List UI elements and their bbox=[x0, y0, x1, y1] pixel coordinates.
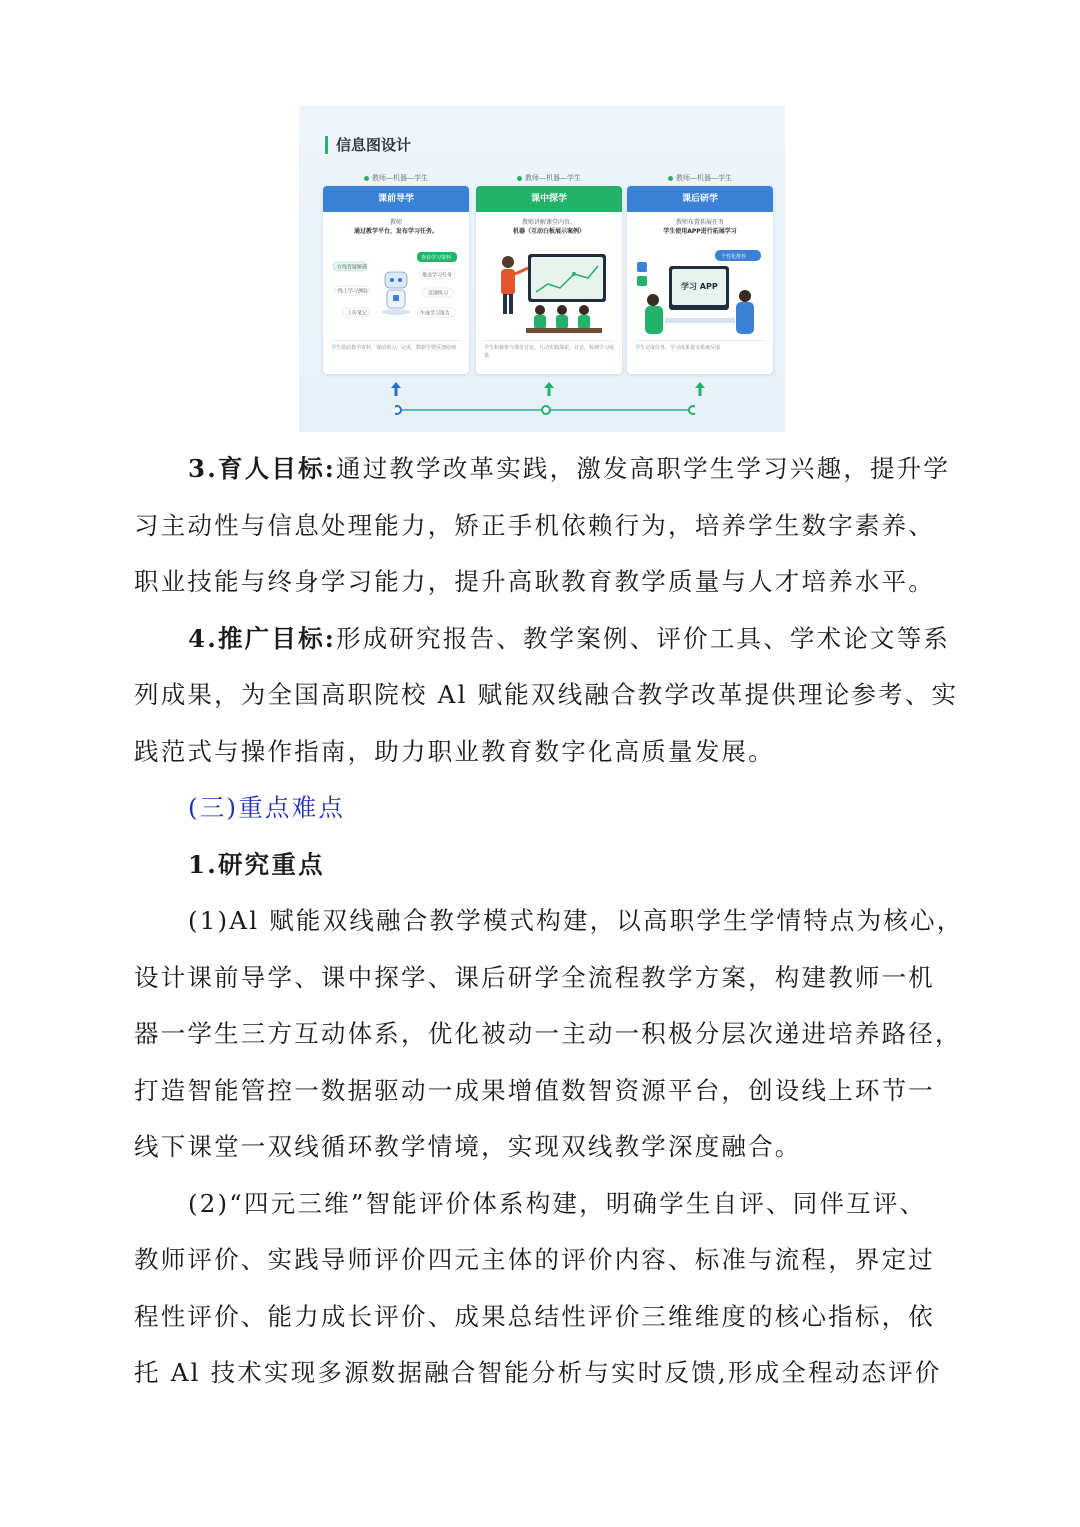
teacher-figure bbox=[501, 256, 528, 314]
paragraph-text: 形成研究报告、教学案例、评价工具、学术论文等系 bbox=[336, 624, 951, 653]
section-heading: (三)重点难点 bbox=[188, 793, 346, 822]
paragraph-line: 职业技能与终身学习能力，提升高耿教育教学质量与人才培养水平。 bbox=[134, 567, 935, 596]
tag-label: 查看学习资料 bbox=[421, 255, 452, 261]
stage-card bbox=[476, 186, 622, 374]
paragraph-text: 通过教学改革实践，激发高职学生学习兴趣，提升学 bbox=[336, 454, 951, 483]
classroom-illustration bbox=[484, 248, 614, 338]
timeline-line bbox=[395, 405, 695, 415]
tag-label: 上传笔记 bbox=[347, 310, 368, 317]
role-label: 教师—机器—学生 bbox=[525, 174, 581, 182]
paragraph-line: 线下课堂一双线循环教学情境，实现双线教学深度融合。 bbox=[134, 1132, 802, 1161]
tag-label: 在线答疑解惑 bbox=[337, 264, 368, 271]
stage-footnote: 学生完成任务，学习成果提交系统反馈 bbox=[635, 340, 765, 366]
infographic-figure bbox=[299, 106, 785, 432]
stage-header: 课后研学 bbox=[627, 186, 773, 212]
dot-icon bbox=[364, 176, 369, 181]
role-label: 教师—机器—学生 bbox=[372, 174, 428, 182]
students-figure bbox=[526, 305, 602, 333]
role-label: 教师—机器—学生 bbox=[676, 174, 732, 182]
paragraph-goal-4-line1 bbox=[188, 620, 951, 655]
dot-icon bbox=[668, 176, 673, 181]
paragraph-line: 设计课前导学、课中探学、课后研学全流程教学方案，构建教师一机 bbox=[134, 963, 935, 992]
paragraph-line: 列成果，为全国高职院校 Al 赋能双线融合教学改革提供理论参考、实 bbox=[134, 680, 959, 709]
paragraph-lead: 4.推广目标: bbox=[188, 624, 337, 653]
paragraph-line: 习主动性与信息处理能力，矫正手机依赖行为，培养学生数字素养、 bbox=[134, 511, 935, 540]
stage-column-post-class bbox=[627, 172, 773, 418]
stage-sub1: 教师讲解课堂内容， bbox=[521, 219, 576, 226]
paragraph-lead: 3.育人目标: bbox=[188, 454, 337, 483]
stage-sub2: 机器（互动白板展示案例） bbox=[512, 228, 585, 235]
paragraph-line: 程性评价、能力成长评价、成果总结性评价三维维度的核心指标，依 bbox=[134, 1302, 935, 1331]
stage-column-pre-class bbox=[323, 172, 469, 418]
tag-label: 线上学习测验 bbox=[338, 288, 369, 295]
paragraph-line: 践范式与操作指南，助力职业教育数字化高质量发展。 bbox=[134, 737, 775, 766]
tag-label: 生成学习报告 bbox=[420, 310, 451, 317]
stage-header: 课中探学 bbox=[476, 186, 622, 212]
robot-icon bbox=[382, 272, 410, 315]
stage-card bbox=[627, 186, 773, 374]
stage-sub1: 教师 bbox=[389, 219, 402, 226]
arrow-up-icon bbox=[695, 382, 705, 396]
stage-sub2: 学生使用APP进行拓展学习 bbox=[663, 228, 737, 235]
app-label: 学习 APP bbox=[681, 282, 718, 291]
robot-mindmap-illustration bbox=[331, 248, 461, 338]
stage-column-in-class bbox=[476, 172, 622, 418]
paragraph-line: 打造智能管控一数据驱动一成果增值数智资源平台，创设线上环节一 bbox=[134, 1076, 935, 1105]
paragraph-line: 教师评价、实践导师评价四元主体的评价内容、标准与流程，界定过 bbox=[134, 1245, 935, 1274]
figure-title: 信息图设计 bbox=[325, 136, 411, 154]
student-left-figure bbox=[645, 294, 663, 334]
paragraph-goal-3-line1 bbox=[188, 450, 951, 485]
paragraph-line: (2)“四元三维”智能评价体系构建，明确学生自评、同伴互评、 bbox=[188, 1189, 927, 1218]
paragraph-line: 器一学生三方互动体系，优化被动一主动一积极分层次递进培养路径， bbox=[134, 1019, 962, 1048]
app-learning-illustration bbox=[635, 248, 765, 338]
tag-label: 推送学习任务 bbox=[422, 272, 453, 279]
stage-sub1: 教师布置拓展任务 bbox=[675, 219, 724, 226]
stage-footnote: 学生借助教学资料，课前预习，完成，数据学情反馈给师 bbox=[331, 340, 461, 366]
stage-header: 课前导学 bbox=[323, 186, 469, 212]
stage-sub2: 通过教学平台，发布学习任务。 bbox=[353, 228, 438, 235]
paragraph-line: (1)Al 赋能双线融合教学模式构建，以高职学生学情特点为核心， bbox=[188, 906, 964, 935]
tag-label: 个性化推荐 bbox=[721, 254, 747, 260]
paragraph-line: 托 Al 技术实现多源数据融合智能分析与实时反馈,形成全程动态评价 bbox=[134, 1358, 942, 1387]
stage-card bbox=[323, 186, 469, 374]
arrow-up-icon bbox=[544, 382, 554, 396]
subsection-heading: 1.研究重点 bbox=[188, 850, 325, 879]
dot-icon bbox=[517, 176, 522, 181]
tag-label: 反馈练习 bbox=[428, 290, 449, 297]
student-right-figure bbox=[736, 290, 754, 334]
arrow-up-icon bbox=[391, 382, 401, 396]
stage-footnote: 学生积极参与课堂讨论，互动实践探索，讨论，检测学习成果 bbox=[484, 340, 614, 366]
